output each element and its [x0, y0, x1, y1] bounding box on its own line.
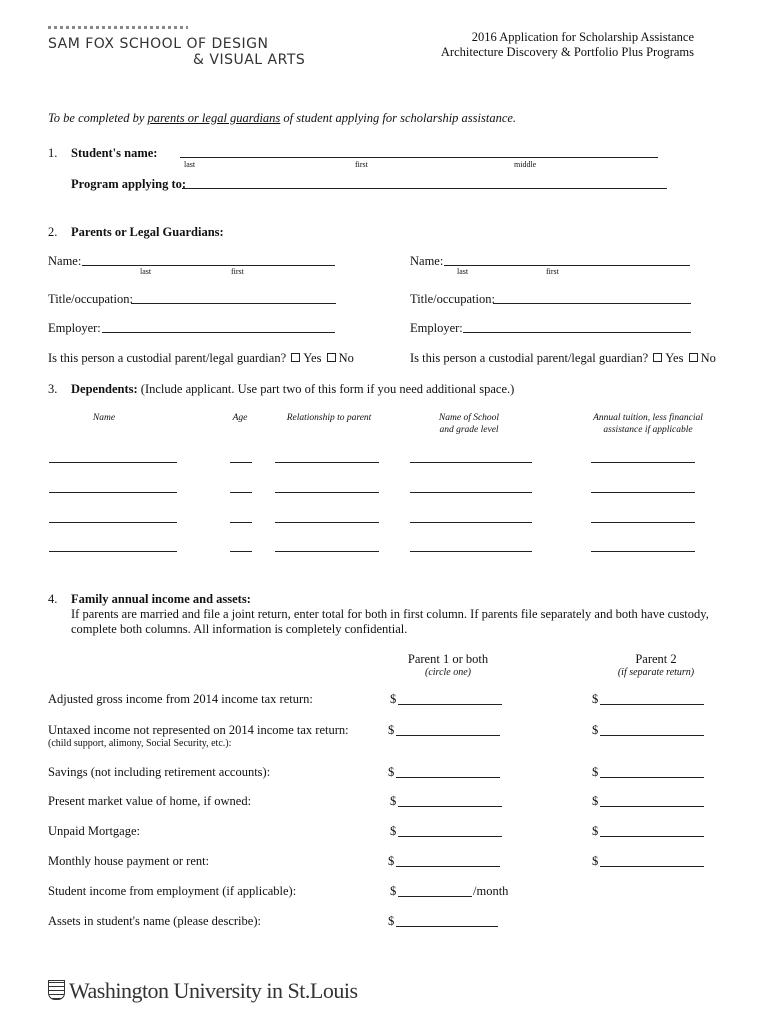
col-age: Age	[232, 413, 248, 423]
dep1-name-field[interactable]	[49, 462, 177, 463]
parent1-sub-last: last	[140, 267, 152, 276]
parent1-sub-first: first	[231, 267, 244, 276]
student-name-label: Student's name:	[71, 146, 158, 160]
washu-logo	[48, 978, 358, 1004]
form-title: 2016 Application for Scholarship Assistance	[471, 30, 694, 44]
parent2-title-label: Title/occupation:	[410, 292, 495, 306]
parent1-col-header	[388, 652, 508, 678]
home-parent2-field[interactable]	[600, 806, 704, 807]
section-3-number: 3.	[48, 382, 58, 396]
sub-last: last	[184, 160, 196, 169]
dep4-age-field[interactable]	[230, 551, 252, 552]
program-field[interactable]	[182, 188, 667, 189]
col-school-line1: Name of School	[438, 413, 500, 423]
dependents-title: Dependents:	[71, 382, 138, 396]
payment-parent2-field[interactable]	[600, 866, 704, 867]
mortgage-dollar-2: $	[592, 824, 599, 838]
dep1-tuition-field[interactable]	[591, 462, 695, 463]
home-label: Present market value of home, if owned:	[48, 794, 252, 808]
student-name-field[interactable]	[180, 157, 658, 158]
untaxed-dollar-1: $	[388, 723, 395, 737]
col-school-line2: and grade level	[439, 425, 499, 435]
payment-parent1-field[interactable]	[396, 866, 500, 867]
col-name: Name	[92, 413, 116, 423]
dep3-school-field[interactable]	[410, 522, 532, 523]
parent2-employer-label: Employer:	[410, 321, 463, 335]
program-label: Program applying to:	[71, 177, 187, 191]
dependents-heading	[71, 382, 514, 397]
parent2-yes-label: Yes	[665, 351, 684, 365]
income-desc2: complete both columns. All information is completely confidential.	[71, 622, 408, 636]
dep2-school-field[interactable]	[410, 492, 532, 493]
parent2-no-label: No	[700, 351, 716, 365]
logo-line2: & VISUAL ARTS	[193, 52, 306, 68]
parents-title: Parents or Legal Guardians:	[71, 225, 224, 239]
col-tuition-line1: Annual tuition, less financial	[593, 413, 703, 423]
parent1-col-sub: (circle one)	[425, 667, 471, 678]
section-1-number: 1.	[48, 146, 58, 160]
savings-label: Savings (not including retirement accounts):	[48, 765, 271, 779]
logo-line1: SAM FOX SCHOOL OF DESIGN	[48, 36, 269, 52]
untaxed-note: (child support, alimony, Social Security, etc.):	[48, 738, 232, 749]
parent2-custodial-question: Is this person a custodial parent/legal guardian?	[410, 351, 649, 365]
form-subtitle: Architecture Discovery & Portfolio Plus Programs	[440, 45, 694, 59]
agi-label: Adjusted gross income from 2014 income tax return:	[48, 692, 313, 706]
untaxed-parent2-field[interactable]	[600, 735, 704, 736]
parent1-employer-label: Employer:	[48, 321, 101, 335]
assets-field[interactable]	[396, 926, 498, 927]
student-income-dollar: $	[390, 884, 397, 898]
parent1-name-field[interactable]	[82, 265, 335, 266]
parent1-name-label: Name:	[48, 254, 82, 268]
dep2-name-field[interactable]	[49, 492, 177, 493]
intro-post: of student applying for scholarship assistance.	[280, 111, 517, 125]
parent1-title-field[interactable]	[131, 303, 336, 304]
dep1-rel-field[interactable]	[275, 462, 379, 463]
savings-dollar-1: $	[388, 765, 395, 779]
intro-pre: To be completed by	[48, 111, 148, 125]
savings-parent1-field[interactable]	[396, 777, 500, 778]
untaxed-dollar-2: $	[592, 723, 599, 737]
dep1-school-field[interactable]	[410, 462, 532, 463]
payment-dollar-2: $	[592, 854, 599, 868]
payment-dollar-1: $	[388, 854, 395, 868]
sub-first: first	[355, 160, 368, 169]
parent2-sub-last: last	[457, 267, 469, 276]
home-dollar-2: $	[592, 794, 599, 808]
intro-text	[48, 111, 516, 126]
student-income-field[interactable]	[398, 896, 472, 897]
logo-dashes	[48, 26, 188, 29]
dep2-tuition-field[interactable]	[591, 492, 695, 493]
parent2-name-field[interactable]	[444, 265, 690, 266]
dependents-note: (Include applicant. Use part two of this form if you need additional space.)	[140, 382, 515, 396]
dep4-name-field[interactable]	[49, 551, 177, 552]
washu-logo-text: Washington University in St.Louis	[69, 978, 358, 1003]
parent2-title-field[interactable]	[493, 303, 691, 304]
savings-dollar-2: $	[592, 765, 599, 779]
parent1-yes-label: Yes	[303, 351, 322, 365]
section-2-number: 2.	[48, 225, 58, 239]
payment-label: Monthly house payment or rent:	[48, 854, 210, 868]
dep4-rel-field[interactable]	[275, 551, 379, 552]
dep3-age-field[interactable]	[230, 522, 252, 523]
income-desc1: If parents are married and file a joint return, enter total for both in first column. If parents file separately and both have custody,	[71, 607, 709, 621]
parent2-no-checkbox[interactable]	[689, 353, 698, 362]
parent1-col-title: Parent 1 or both	[407, 652, 489, 666]
form-header	[441, 30, 694, 60]
dep3-tuition-field[interactable]	[591, 522, 695, 523]
dep2-age-field[interactable]	[230, 492, 252, 493]
sub-middle: middle	[514, 160, 537, 169]
parent2-name-label: Name:	[410, 254, 444, 268]
dep3-name-field[interactable]	[49, 522, 177, 523]
dep2-rel-field[interactable]	[275, 492, 379, 493]
home-parent1-field[interactable]	[398, 806, 502, 807]
assets-dollar: $	[388, 914, 395, 928]
student-income-label: Student income from employment (if applicable):	[48, 884, 297, 898]
untaxed-label: Untaxed income not represented on 2014 income tax return:	[48, 723, 349, 737]
assets-label: Assets in student's name (please describe):	[48, 914, 261, 928]
agi-dollar-1: $	[390, 692, 397, 706]
parent2-col-title: Parent 2	[635, 652, 677, 666]
parent1-employer-field[interactable]	[102, 332, 335, 333]
col-school	[410, 412, 528, 436]
agi-parent2-field[interactable]	[600, 704, 704, 705]
shield-icon	[48, 980, 65, 1000]
mortgage-dollar-1: $	[390, 824, 397, 838]
parent1-no-checkbox[interactable]	[327, 353, 336, 362]
per-month-label: /month	[473, 884, 509, 898]
parent1-title-label: Title/occupation:	[48, 292, 133, 306]
home-dollar-1: $	[390, 794, 397, 808]
dep1-age-field[interactable]	[230, 462, 252, 463]
parent2-col-header	[594, 652, 718, 678]
mortgage-parent2-field[interactable]	[600, 836, 704, 837]
dep4-tuition-field[interactable]	[591, 551, 695, 552]
parent2-employer-field[interactable]	[463, 332, 691, 333]
parent2-col-sub: (if separate return)	[617, 667, 695, 678]
section-4-number: 4.	[48, 592, 58, 606]
untaxed-parent1-field[interactable]	[396, 735, 500, 736]
parent1-custodial	[48, 351, 354, 366]
mortgage-label: Unpaid Mortgage:	[48, 824, 140, 838]
parent1-yes-checkbox[interactable]	[291, 353, 300, 362]
parent1-custodial-question: Is this person a custodial parent/legal guardian?	[48, 351, 287, 365]
parent2-custodial	[410, 351, 716, 366]
parent2-yes-checkbox[interactable]	[653, 353, 662, 362]
col-tuition-line2: assistance if applicable	[603, 425, 693, 435]
col-relationship: Relationship to parent	[286, 413, 372, 423]
dep4-school-field[interactable]	[410, 551, 532, 552]
agi-dollar-2: $	[592, 692, 599, 706]
col-tuition	[580, 412, 716, 436]
sam-fox-logo	[48, 36, 305, 68]
savings-parent2-field[interactable]	[600, 777, 704, 778]
parent1-no-label: No	[338, 351, 354, 365]
income-title: Family annual income and assets:	[71, 592, 251, 606]
parent2-sub-first: first	[546, 267, 559, 276]
dep3-rel-field[interactable]	[275, 522, 379, 523]
mortgage-parent1-field[interactable]	[398, 836, 502, 837]
intro-underlined: parents or legal guardians	[147, 111, 281, 125]
agi-parent1-field[interactable]	[398, 704, 502, 705]
